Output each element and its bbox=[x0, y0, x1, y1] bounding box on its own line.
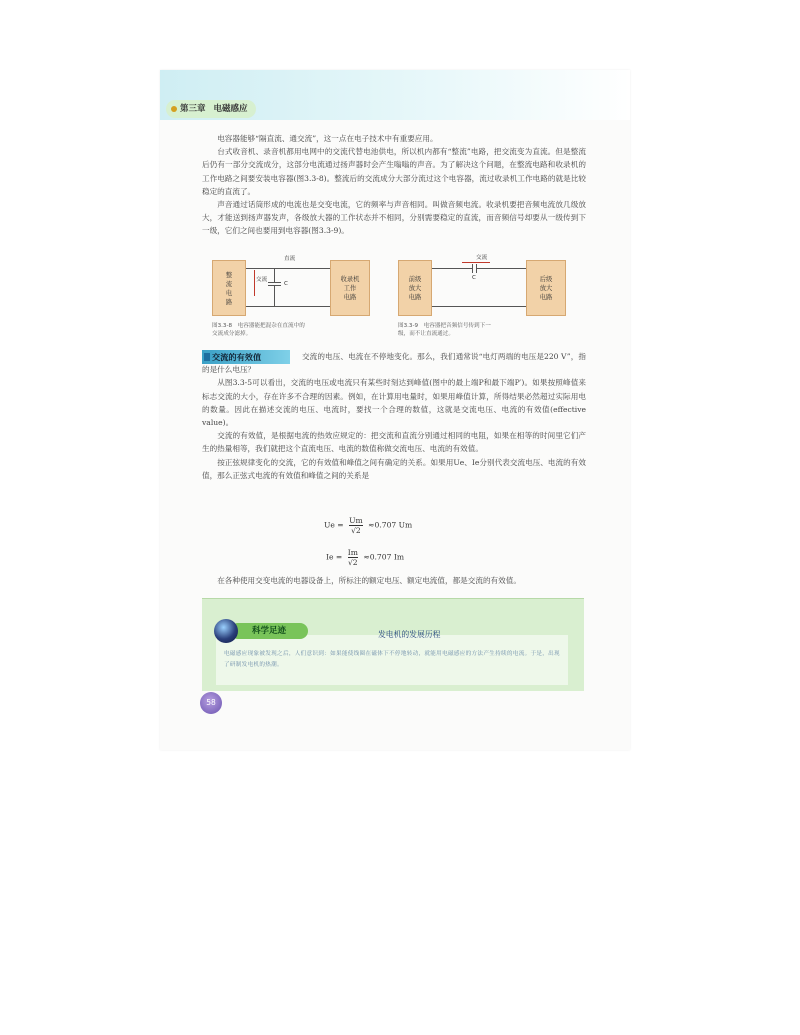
paragraph: 交流的有效值，是根据电流的热效应规定的：把交流和直流分别通过相同的电阻，如果在相等的时间里它们产生的热量相等，我们就把这个直流电压、电流的数值称做交流电压、电流的有效值。 bbox=[202, 431, 586, 454]
paragraph: 声音通过话筒形成的电流也是交变电流，它的频率与声音相同。叫做音频电流。收录机要把音频电流放几级放大，才能送到扬声器发声，各级放大器的工作状态并不相同，分别需要稳定的直流，而音频信号却要从一级传到下一级，它们之间也要用到电容器(图3.3-9)。 bbox=[202, 200, 586, 236]
science-footprint-box bbox=[202, 598, 584, 691]
ac-arrow bbox=[254, 270, 255, 296]
recorder-circuit-box: 收录机 工作 电路 bbox=[330, 260, 370, 316]
formula-current bbox=[326, 548, 404, 567]
page-number: 58 bbox=[200, 692, 222, 714]
top-wire bbox=[246, 268, 330, 269]
cap-plate bbox=[268, 282, 281, 283]
paragraph: 按正弦规律变化的交流，它的有效值和峰值之间有确定的关系。如果用Ue、Ie分别代表交流电压、电流的有效值，那么正弦式电流的有效值和峰值之间的关系是 bbox=[202, 457, 586, 480]
pre-amp-box: 前级 放大 电路 bbox=[398, 260, 432, 316]
bottom-wire bbox=[246, 306, 330, 307]
chapter-title: 电磁感应 bbox=[213, 104, 248, 114]
figure-caption: 图3.3-8 电容器能把混杂在直流中的 交流成分滤掉。 bbox=[212, 323, 305, 337]
formula-fraction bbox=[348, 548, 358, 567]
science-label: 科学足迹 bbox=[230, 623, 308, 639]
top-wire-left bbox=[432, 268, 472, 269]
paragraph: 电容器能够“隔直流、通交流”，这一点在电子技术中有重要应用。 bbox=[217, 134, 438, 143]
paragraph: 交流的电压、电流在不停地变化。那么，我们通常说“电灯两端的电压是220 V”，指的是什么电压？ bbox=[202, 352, 586, 375]
cap-lead-bottom bbox=[274, 286, 275, 306]
ac-label: 交流 bbox=[476, 255, 488, 261]
chapter-tab bbox=[166, 100, 256, 118]
formula-rhs: ≈0.707 Im bbox=[363, 552, 405, 562]
numerator: Im bbox=[347, 548, 358, 557]
chapter-number: 第三章 bbox=[180, 104, 206, 114]
globe-icon bbox=[214, 619, 238, 643]
section-title-text: 交流的有效值 bbox=[212, 352, 262, 362]
paragraph: 从图3.3-5可以看出，交流的电压或电流只有某些时刻达到峰值(图中的最上端P和最下端P′)。如果按照峰值来标志交流的大小，存在许多不合理的因素。例如，在计算用电量时，如果用峰值计算，所得结果必然超过实际用电的数量。因此在描述交流的电压、电流时，要找一个合理的数值，这就是交流电压、电流的有效值(effective value)。 bbox=[202, 378, 586, 428]
figure-caption: 图3.3-9 电容器把音频信号传到下一 级，而不让直流通过。 bbox=[398, 323, 491, 337]
numerator: Um bbox=[349, 516, 363, 525]
science-title: 发电机的发展历程 bbox=[378, 630, 441, 639]
formula-fraction bbox=[349, 516, 363, 535]
paragraph: 在各种使用交变电流的电器设备上，所标注的额定电压、额定电流值，都是交流的有效值。 bbox=[217, 576, 521, 585]
paragraph: 台式收音机、录音机都用电网中的交流代替电池供电，所以机内都有“整流”电路，把交流变为直流。但是整流后仍有一部分交流成分，这部分电流通过扬声器时会产生嗡嗡的声音。为了解决这个问题，在整流电路和收录机的工作电路之间要安装电容器(图3.3-8)。整流后的交流成分大部分流过这个电容器，流过收录机工作电路的就是比较稳定的直流了。 bbox=[202, 147, 586, 196]
ac-label: 交流 bbox=[256, 277, 268, 283]
capacitor-label: C bbox=[284, 281, 288, 287]
figure-3-3-9 bbox=[398, 252, 578, 342]
bottom-wire bbox=[432, 306, 526, 307]
formula-rhs: ≈0.707 Um bbox=[368, 520, 413, 530]
textbook-page bbox=[160, 70, 630, 750]
bullet-icon bbox=[171, 106, 177, 112]
formula-voltage bbox=[324, 516, 412, 535]
cap-lead-top bbox=[274, 268, 275, 282]
closing-text bbox=[202, 574, 586, 587]
cap-plate bbox=[472, 264, 473, 273]
science-text: 电磁感应现象被发现之后，人们意识到：如果能使线圈在磁体下不停地转动，就能用电磁感应的方法产生持续的电流。于是，出现了研制发电机的热潮。 bbox=[224, 651, 560, 668]
rectifier-box: 整 流 电 路 bbox=[212, 260, 246, 316]
header-band bbox=[160, 70, 630, 120]
dc-label: 直流 bbox=[284, 256, 296, 262]
denominator: √2 bbox=[347, 558, 358, 567]
figure-3-3-8 bbox=[212, 252, 392, 342]
ac-arrow bbox=[462, 262, 490, 263]
post-amp-box: 后级 放大 电路 bbox=[526, 260, 566, 316]
formula-lhs: Ie = bbox=[326, 552, 343, 562]
capacitor-label: C bbox=[472, 275, 476, 281]
denominator: √2 bbox=[351, 526, 361, 535]
intro-text bbox=[202, 132, 586, 238]
section-text bbox=[202, 350, 586, 482]
formula-lhs: Ue = bbox=[324, 520, 344, 530]
top-wire-right bbox=[477, 268, 526, 269]
